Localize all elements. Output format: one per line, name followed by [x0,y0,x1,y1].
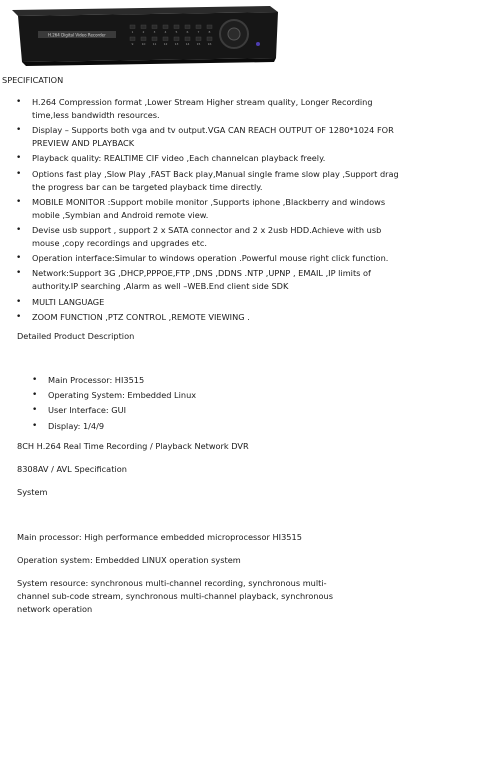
spec-line: 8308AV / AVL Specification [17,464,127,474]
dvr-panel-button [207,37,212,41]
dvr-panel-button-label: 12 [163,42,168,46]
dvr-jog-center [228,28,240,40]
spec-item: • ZOOM FUNCTION ,PTZ CONTROL ,REMOTE VIEWING . [0,311,400,324]
dvr-model-label: H.264 Digital Video Recorder [48,32,106,38]
dvr-panel-button [130,25,135,29]
dvr-panel-button-label: 10 [141,42,146,46]
dvr-panel-button-label: 8 [208,30,211,34]
dvr-panel-button [152,37,157,41]
main-processor-text: Main processor: High performance embedded microprocessor HI3515 [17,532,302,542]
detailed-description-heading: Detailed Product Description [17,331,135,341]
dvr-panel-button [141,37,146,41]
spec-item: • MOBILE MONITOR :Support mobile monitor ,Supports iphone ,Blackberry and windows mobile ,Symbian and Android remote view. [0,196,400,222]
dvr-panel-button [196,37,201,41]
model-line: 8CH H.264 Real Time Recording / Playback Network DVR [17,441,249,451]
dvr-panel-button [174,37,179,41]
system-resource-text: System resource: synchronous multi-channel recording, synchronous multi-channel sub-code stream, synchronous multi-channel playback, synchronous network operation [17,578,334,614]
dvr-panel-button-label: 4 [164,30,167,34]
spec-item: • H.264 Compression format ,Lower Stream Higher stream quality, Longer Recording time,less bandwidth resources. [0,96,400,122]
dvr-panel-button-label: 7 [197,30,200,34]
dvr-panel-button [185,25,190,29]
dvr-panel-button [207,25,212,29]
dvr-panel-button [185,37,190,41]
detail-item: • Operating System: Embedded Linux [0,389,196,402]
dvr-panel-button [163,37,168,41]
dvr-panel-button-label: 2 [142,30,145,34]
dvr-panel-button-label: 15 [196,42,201,46]
detail-list [0,374,196,435]
spec-item: • Network:Support 3G ,DHCP,PPPOE,FTP ,DNS ,DDNS .NTP ,UPNP , EMAIL ,IP limits of authority.IP searching ,Alarm as well –WEB.End client side SDK [0,267,400,293]
spec-item: • Playback quality: REALTIME CIF video ,Each channelcan playback freely. [0,152,400,165]
dvr-panel-button-label: 9 [131,42,134,46]
dvr-panel-button [130,37,135,41]
specification-list [0,96,400,326]
spec-item: • Display – Supports both vga and tv output.VGA CAN REACH OUTPUT OF 1280*1024 FOR PREVIEW AND PLAYBACK [0,124,400,150]
spec-item: • MULTI LANGUAGE [0,296,400,309]
dvr-panel-button [141,25,146,29]
dvr-panel-button-label: 13 [174,42,179,46]
spec-item: • Devise usb support , support 2 x SATA connector and 2 x 2usb HDD.Achieve with usb mouse ,copy recordings and upgrades etc. [0,224,400,250]
detail-item: • Display: 1/4/9 [0,420,196,433]
dvr-product-image [8,0,280,66]
dvr-panel-button-label: 1 [131,30,134,34]
dvr-panel-button-label: 14 [185,42,190,46]
dvr-panel-button-label: 16 [207,42,212,46]
spec-item: • Operation interface:Simular to windows operation .Powerful mouse right click function. [0,252,400,265]
dvr-panel-button [152,25,157,29]
operation-system-text: Operation system: Embedded LINUX operation system [17,555,241,565]
dvr-panel-button-label: 11 [152,42,157,46]
detail-item: • User Interface: GUI [0,404,196,417]
dvr-panel-button-label: 6 [186,30,189,34]
specification-heading: SPECIFICATION [2,75,64,85]
dvr-status-led [256,42,260,46]
detail-item: • Main Processor: HI3515 [0,374,196,387]
dvr-panel-button [174,25,179,29]
dvr-panel-button-label: 3 [153,30,156,34]
dvr-panel-button [196,25,201,29]
dvr-panel-button-label: 5 [175,30,178,34]
system-heading: System [17,487,48,497]
spec-item: • Options fast play ,Slow Play ,FAST Back play,Manual single frame slow play ,Support drag the progress bar can be targeted playback time directly. [0,168,400,194]
dvr-panel-button [163,25,168,29]
